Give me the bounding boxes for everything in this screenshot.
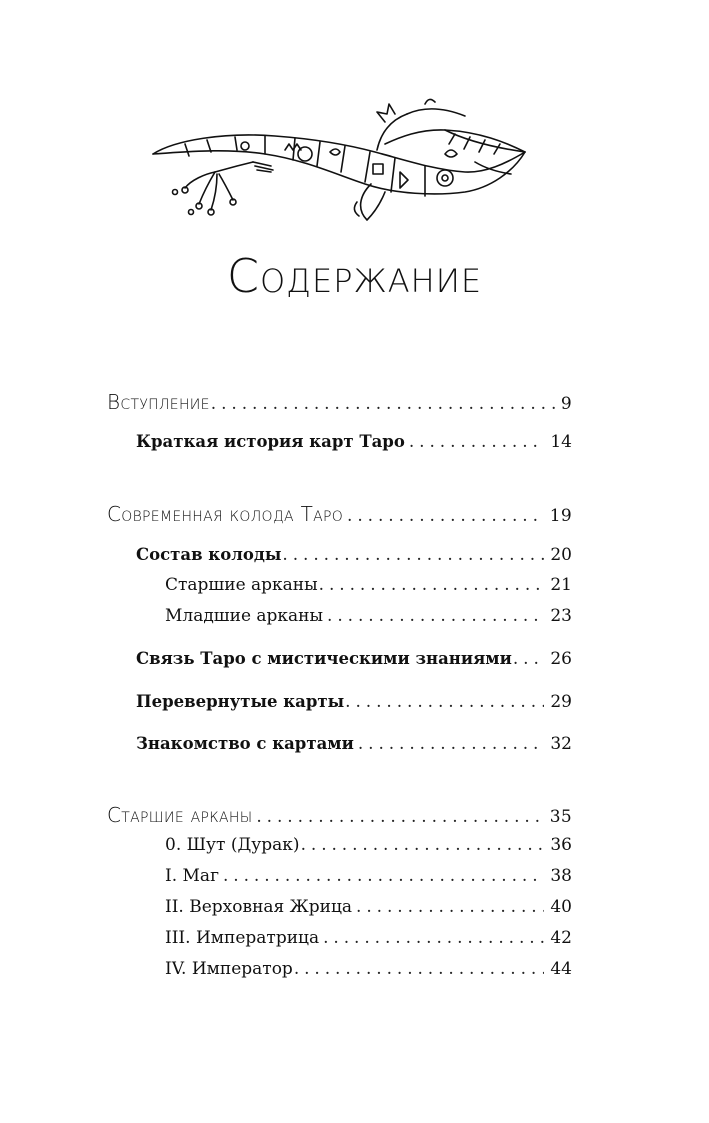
toc-entry-major-arcana-overview[interactable] [165,575,572,595]
toc-entry-label: II. Верховная Жрица [165,897,353,917]
toc-entry-label: Вступление [107,390,210,414]
toc-entry-page: 40 [550,897,572,917]
toc-entry-label: Знакомство с картами [136,734,354,753]
dot-leader [409,432,545,452]
toc-entry-page: 21 [550,575,572,595]
toc-entry-page: 9 [560,394,572,414]
ornament-icon [145,92,540,227]
dot-leader [294,959,545,979]
toc-entry-label: Перевернутые карты [136,692,345,711]
toc-entry-label: Старшие арканы [165,575,318,595]
toc-entry-label: Младшие арканы [165,606,324,626]
toc-entry-label: Старшие арканы [107,803,253,827]
dot-leader [327,606,544,626]
toc-entry-meeting-cards[interactable] [136,734,572,754]
toc-entry-page: 26 [550,649,572,669]
dot-leader [323,928,544,948]
dot-leader [319,575,545,595]
dot-leader [223,866,544,886]
toc-entry-tarot-history[interactable] [136,432,572,452]
toc-entry-magician[interactable] [165,866,572,886]
toc-entry-page: 35 [549,807,572,827]
toc-entry-page: 20 [550,545,572,565]
toc-entry-page: 29 [550,692,572,712]
toc-entry-minor-arcana-overview[interactable] [165,606,572,626]
toc-entry-page: 36 [550,835,572,855]
dot-leader [347,506,544,526]
dot-leader [513,649,545,669]
toc-entry-introduction[interactable] [107,390,572,414]
page-title: Содержание [226,249,483,303]
toc-entry-label: Краткая история карт Таро [136,432,405,451]
toc-entry-label: Связь Таро с мистическими знаниями [136,649,512,668]
toc-entry-empress[interactable] [165,928,572,948]
toc-entry-major-arcana[interactable] [107,803,572,827]
dot-leader [256,807,543,827]
toc-entry-page: 23 [550,606,572,626]
toc-entry-fool[interactable] [165,835,572,855]
dot-leader [345,692,544,712]
toc-entry-label: III. Императрица [165,928,320,948]
toc-entry-emperor[interactable] [165,959,572,979]
toc-entry-reversed-cards[interactable] [136,692,572,712]
toc-entry-label: Состав колоды [136,545,282,564]
toc-entry-label: 0. Шут (Дурак) [165,835,300,855]
toc-entry-page: 44 [550,959,572,979]
toc-entry-page: 32 [550,734,572,754]
toc-entry-page: 42 [550,928,572,948]
dot-leader [356,897,544,917]
toc-entry-label: Современная колода Таро [107,502,344,526]
dot-leader [358,734,545,754]
toc-entry-mystic-knowledge[interactable] [136,649,572,669]
toc-entry-page: 14 [550,432,572,452]
toc-entry-high-priestess[interactable] [165,897,572,917]
toc-entry-page: 19 [549,506,572,526]
toc-entry-deck-composition[interactable] [136,545,572,565]
toc-entry-modern-deck[interactable] [107,502,572,526]
toc-entry-page: 38 [550,866,572,886]
dot-leader [211,394,555,414]
toc-entry-label: IV. Император [165,959,293,979]
toc-entry-label: I. Маг [165,866,219,886]
dot-leader [301,835,545,855]
dot-leader [282,545,544,565]
